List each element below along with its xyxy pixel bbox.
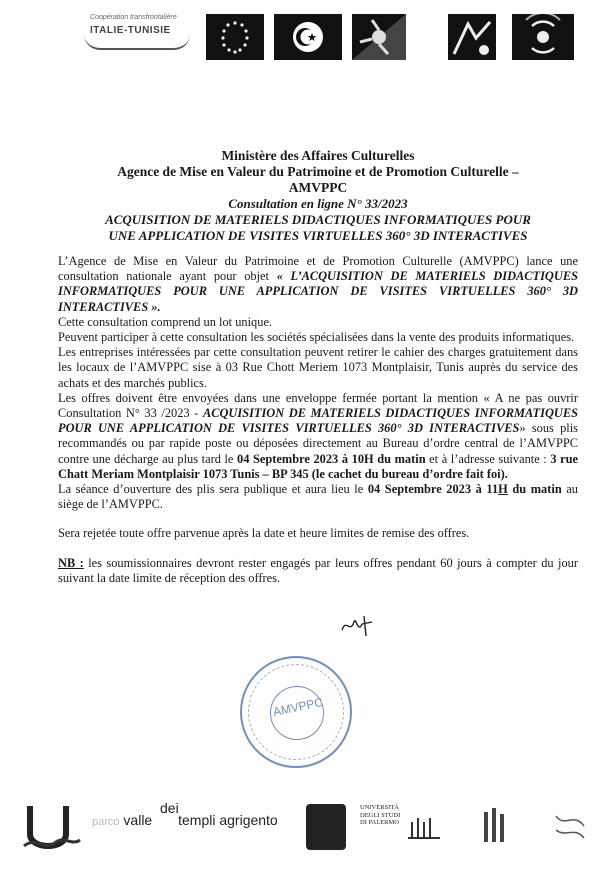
agency-acronym: AMVPPC: [288, 180, 348, 195]
paragraph-lot: Cette consultation comprend un lot unique.: [58, 314, 273, 329]
paragraph-rejection: Sera rejetée toute offre parvenue après la date et heure limites de remise des offres.: [58, 526, 470, 541]
radial-logo-icon: [512, 14, 574, 60]
italie-logo-text: ITALIE-TUNISIE: [90, 25, 171, 36]
italie-tunisie-logo: [84, 12, 194, 46]
paragraph-specs: Les entreprises intéressées par cette consultation peuvent retirer le cahier des charges gratuitement dans les locaux de l’AMVPPC sise à 03 Rue Chott Meriem 1073 Montplaisir, Tunis auprès du service des achats et des marchés publics.: [58, 345, 578, 390]
paragraph-eligibility: Peuvent participer à cette consultation les sociétés spécialisées dans la vente des produits informatiques.: [58, 330, 575, 345]
top-logo-bar: [0, 12, 616, 68]
subject-line-2: UNE APPLICATION DE VISITES VIRTUELLES 360° 3D INTERACTIVES: [108, 228, 528, 243]
valle-dei-templi-logo: parco valle dei templi agrigento: [92, 800, 278, 828]
partner-logo-icon: [550, 808, 590, 844]
partner-u-logo-icon: [22, 800, 82, 854]
university-seal-icon: [306, 804, 346, 850]
partner-logo-icon: [478, 806, 512, 846]
agency-title: Agence de Mise en Valeur du Patrimoine et de Promotion Culturelle –: [117, 164, 519, 179]
signature-mark: [338, 612, 378, 638]
paragraph-nb: NB : les soumissionnaires devront rester engagés par leurs offres pendant 60 jours à compter du jour suivant la date limite de réception des offres.: [58, 555, 579, 585]
paragraph-opening: La séance d’ouverture des plis sera publique et aura lieu le 04 Septembre 2023 à 11H du matin au siège de l’AMVPPC.: [58, 482, 578, 512]
tunisia-flag-icon: [274, 14, 342, 60]
italie-tagline: Coopération transfrontalière: [90, 14, 177, 21]
university-name: UNIVERSITÀ DEGLI STUDI DI PALERMO: [360, 804, 401, 826]
ministry-title: Ministère des Affaires Culturelles: [221, 148, 415, 163]
subject-line-1: ACQUISITION DE MATERIELS DIDACTIQUES INFORMATIQUES POUR: [105, 212, 531, 227]
eu-flag-icon: [206, 14, 264, 60]
stamp-text: AMVPPC: [271, 694, 325, 720]
paragraph-object: L’Agence de Mise en Valeur du Patrimoine et de Promotion Culturelle (AMVPPC) lance une consultation nationale ayant pour objet « L’ACQUISITION DE MATERIELS DIDACTIQUES INFORMATIQUES POUR UNE APPLICATION DE VISITES VIRTUELLES 360° 3D INTERACTIVES ».: [58, 254, 578, 314]
partner-logo-icon: [404, 808, 444, 844]
partner-logo-icon: [448, 14, 496, 60]
paragraph-submission: Les offres doivent être envoyées dans une enveloppe fermée portant la mention « A ne pas ouvrir Consultation N° 33 /2023 - ACQUISITION DE MATERIELS DIDACTIQUES INFORMATIQUES POUR UNE APPLICATION DE VISITES VIRTUELLES 360° 3D INTERACTIVES» sous plis recommandés ou par rapide poste ou déposées directement au Bureau d’ordre central de l’AMVPPC contre une décharge au plus tard le 04 Septembre 2023 à 10H du matin et à l’adresse suivante : 3 rue Chatt Meriam Montplaisir 1073 Tunis – BP 345 (le cachet du bureau d’ordre fait foi).: [58, 390, 579, 481]
bottom-logo-bar: [0, 800, 616, 860]
official-stamp: [240, 656, 352, 768]
sicily-flag-icon: [352, 14, 406, 60]
consultation-number: Consultation en ligne N° 33/2023: [228, 196, 408, 211]
notice-body: [58, 254, 578, 586]
